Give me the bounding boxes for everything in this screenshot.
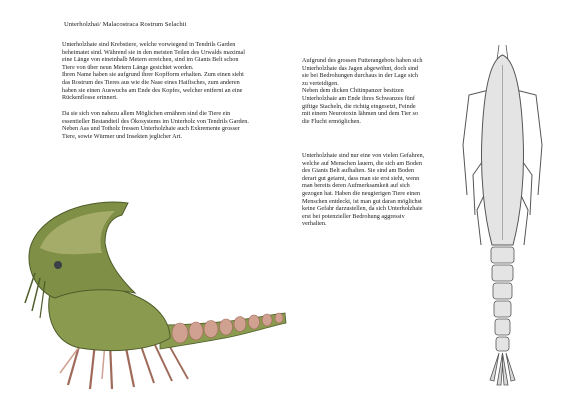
text-line: Unterholzhaie sind nur eine von vielen Gefahren, bbox=[302, 152, 425, 159]
text-line: giftige Stacheln, die richtig eingesetzt, Feinde bbox=[302, 102, 416, 110]
creature-eye-icon bbox=[54, 261, 62, 269]
left-paragraph-2 bbox=[62, 110, 290, 140]
text-line: Tiere von über neun Metern Länge gesichtet worden. bbox=[62, 63, 194, 71]
text-line: erst bei potenzieller Bedrohung aggressiv bbox=[302, 212, 405, 220]
text-line: Unterholzhaie das Jagen abgewöhnt, doch sind bbox=[302, 64, 419, 72]
text-line: Da sie sich von nahezu allem Möglichen ernähren sind die Tiere ein bbox=[62, 110, 231, 117]
text-line: man bereits deren Aufmerksamkeit auf sich bbox=[302, 182, 410, 190]
text-line: verhalten. bbox=[302, 220, 327, 228]
text-line: Neben Aas und Totholz fressen Unterholzhaie auch Exkremente grosser bbox=[62, 125, 240, 133]
text-line: Aufgrund des grossen Futterangebots haben sich bbox=[302, 57, 423, 64]
text-line: Tiere, sowie Würmer und Insekten jeglicher Art. bbox=[62, 132, 182, 140]
text-line: Unterholzhaie am Ende ihres Schwanzes fünf bbox=[302, 94, 415, 102]
text-line: welche auf Menschen lauern, die sich am Boden bbox=[302, 159, 422, 167]
text-line: Neben dem dicken Chitinpanzer besitzen bbox=[302, 87, 404, 95]
text-line: haben sie einen Auswuchs am Ende des Kopfes, welcher entfernt an eine bbox=[62, 86, 243, 94]
tail-fan bbox=[490, 353, 515, 385]
page-title: Unterholzhai/ Malacostraca Rostrum Selachii bbox=[64, 21, 187, 28]
left-paragraph-1 bbox=[62, 41, 290, 102]
right-paragraph-1 bbox=[302, 57, 452, 125]
text-line: essentieller Bestandteil des Ökosystems im Unterholz von Tendrils Garden. bbox=[62, 117, 249, 125]
text-line: des Giants Belt aufhalten. Sie sind am Boden bbox=[302, 167, 415, 175]
text-line: die Flucht ermöglichen. bbox=[302, 117, 361, 125]
text-line: Unterholzhaie sind Krebstiere, welche vorwiegend in Tendrils Garden bbox=[62, 41, 236, 48]
text-line: beheimatet sind. Während sie in den meisten Teilen des Urwalds maximal bbox=[62, 48, 246, 56]
text-line: mit einem Neurotoxin lähmen und dem Tier so bbox=[302, 110, 419, 118]
text-line: das Rostrum des Tieres aus wie die Nase eines Haifisches, zum anderen bbox=[62, 78, 240, 86]
text-line: zu verteidigen. bbox=[302, 79, 339, 87]
text-line: gezogen hat. Haben die neugierigen Tiere einen bbox=[302, 189, 421, 197]
text-line: Rückenflosse erinnert. bbox=[62, 94, 118, 102]
abdomen-segments bbox=[491, 247, 514, 351]
text-line: derart gut getarnt, dass man sie erst sieht, wenn bbox=[302, 174, 420, 182]
text-line: Menschen entdeckt, ist man gut daran möglichst bbox=[302, 197, 422, 205]
creature-side-view-illustration bbox=[10, 193, 295, 393]
creature-top-view-illustration bbox=[455, 35, 550, 390]
text-line: Ihren Name haben sie aufgrund ihrer Kopfform erhalten. Zum einen sieht bbox=[62, 71, 244, 79]
text-line: sie bei Bedrohungen durchaus in der Lage sich bbox=[302, 72, 418, 80]
right-paragraph-2 bbox=[302, 152, 452, 228]
text-line: eine Länge von eineinhalb Metern erreichen, sind im Giants Belt schon bbox=[62, 56, 239, 64]
text-line: keine Gefahr darzustellen, da sich Unterholzhaie bbox=[302, 205, 423, 213]
